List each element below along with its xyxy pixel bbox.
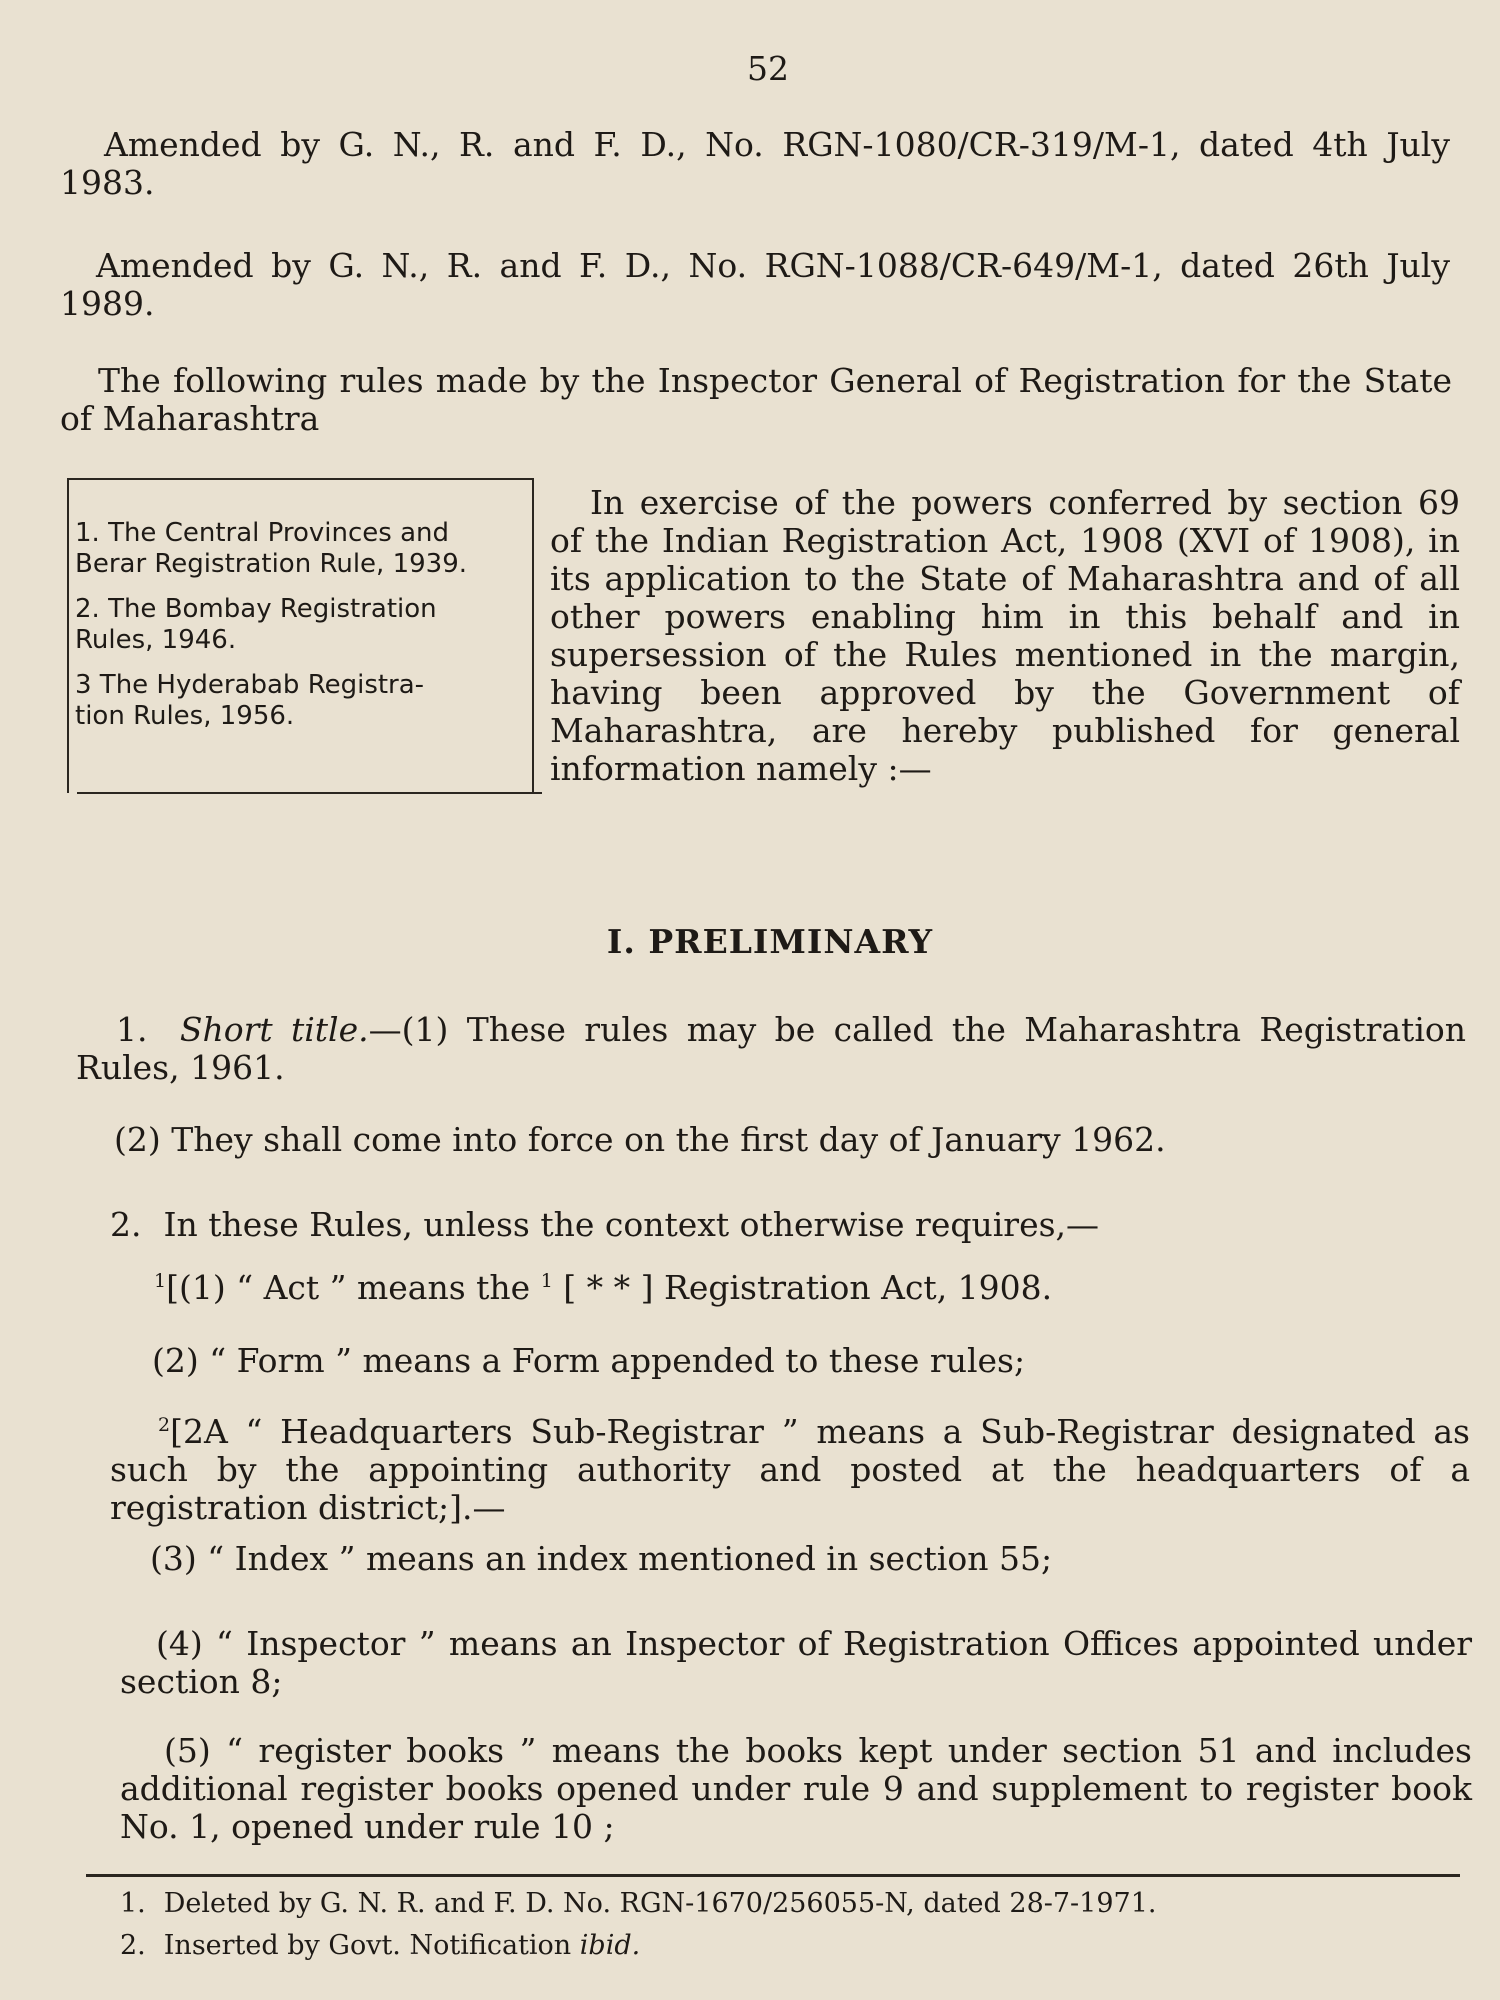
definition-headquarters-text: [2A “ Headquarters Sub-Registrar ” means a Sub-Registrar designated as such by the appointing authority and posted at the headquarters of a registration district;].—: [110, 1412, 1470, 1527]
amendment-1: [60, 126, 1450, 202]
definition-register-books: [120, 1732, 1472, 1846]
rule-1-paragraph: [76, 1011, 1466, 1087]
margin-note-3: [75, 670, 532, 732]
margin-note-1-line-1: 1. The Central Provinces and: [75, 518, 449, 548]
definition-act: [154, 1269, 1454, 1307]
rule-1-sub: —(1): [368, 1010, 449, 1049]
margin-note-1-line-2: Berar Registration Rule, 1939.: [75, 549, 468, 579]
definition-form: (2) “ Form ” means a Form appended to these rules;: [152, 1341, 1026, 1380]
footnote-rule: [86, 1874, 1460, 1877]
footnote-1-text: Deleted by G. N. R. and F. D. No. RGN-1670/256055-N, dated 28-7-1971.: [163, 1888, 1157, 1919]
footnote-mark-2: 2: [158, 1414, 171, 1436]
amendment-2-text: Amended by G. N., R. and F. D., No. RGN-1088/CR-649/M-1, dated 26th July 1989.: [60, 246, 1450, 323]
rule-1-text: These rules may be called the Maharashtra Registration Rules, 1961.: [76, 1010, 1466, 1087]
rule-1-number: 1.: [116, 1010, 148, 1049]
preamble-paragraph: [550, 484, 1460, 788]
definition-register-books-text: (5) “ register books ” means the books kept under section 51 and includes additional register books opened under rule 9 and supplement to register book No. 1, opened under rule 10 ;: [120, 1731, 1472, 1846]
footnote-2-italic: ibid.: [579, 1930, 641, 1961]
margin-notes-box: [67, 478, 534, 793]
rule-1-2: (2) They shall come into force on the first day of January 1962.: [114, 1120, 1166, 1159]
definition-index: (3) “ Index ” means an index mentioned in section 55;: [150, 1539, 1053, 1578]
footnote-mark-1: 1: [154, 1270, 167, 1292]
intro-paragraph: [60, 362, 1452, 438]
rule-2-number: 2.: [110, 1205, 142, 1244]
page-number: 52: [747, 49, 789, 88]
footnote-2-text: Inserted by Govt. Notification: [163, 1930, 580, 1961]
margin-note-2-line-1: 2. The Bombay Registration: [75, 594, 437, 624]
rule-2-intro-text: In these Rules, unless the context otherwise requires,—: [163, 1205, 1100, 1244]
section-heading: I. PRELIMINARY: [606, 922, 934, 961]
margin-note-3-line-2: tion Rules, 1956.: [75, 701, 295, 731]
footnote-mark-1b: 1: [540, 1270, 553, 1292]
definition-act-post: [ * * ] Registration Act, 1908.: [552, 1268, 1053, 1307]
rule-1-title: Short title.: [179, 1010, 369, 1049]
margin-note-1: [75, 518, 532, 580]
footnote-1-number: 1.: [120, 1888, 146, 1919]
margin-note-2-line-2: Rules, 1946.: [75, 625, 237, 655]
definition-inspector: [120, 1625, 1472, 1701]
margin-note-3-line-1: 3 The Hyderabab Registra-: [75, 670, 425, 700]
footnote-2-number: 2.: [120, 1930, 146, 1961]
amendment-2: [60, 247, 1450, 323]
footnote-2: [120, 1929, 1460, 1962]
footnote-1: [120, 1887, 1460, 1920]
intro-text: The following rules made by the Inspector General of Registration for the State of Maharashtra: [60, 361, 1452, 438]
margin-note-2: [75, 594, 532, 656]
definition-headquarters: [110, 1413, 1470, 1527]
definition-inspector-text: (4) “ Inspector ” means an Inspector of Registration Offices appointed under section 8;: [120, 1624, 1472, 1701]
preamble-text: In exercise of the powers conferred by section 69 of the Indian Registration Act, 1908 (XVI of 1908), in its application to the State of Maharashtra and of all other powers enabling him in this behalf and in supersession of the Rules mentioned in the margin, having been approved by the Government of Maharashtra, are hereby published for general information namely :—: [550, 483, 1460, 788]
amendment-1-text: Amended by G. N., R. and F. D., No. RGN-1080/CR-319/M-1, dated 4th July 1983.: [60, 125, 1450, 202]
definition-act-pre: [(1) “ Act ” means the: [166, 1268, 541, 1307]
margin-box-bottom-rule: [77, 792, 542, 794]
rule-2-intro: [110, 1206, 1460, 1244]
